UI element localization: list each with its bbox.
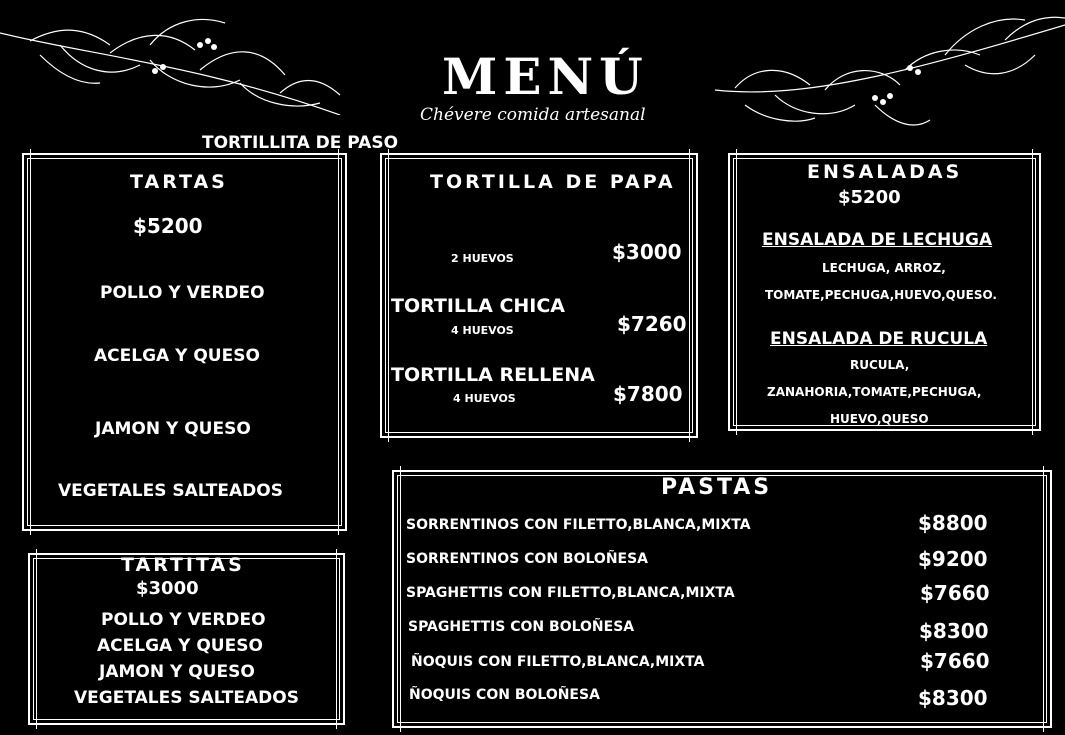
ensalada-ingredients: ZANAHORIA,TOMATE,PECHUGA, [767, 385, 982, 399]
ensalada-ingredients: HUEVO,QUESO [830, 412, 929, 426]
ensalada-ingredients: RUCULA, [850, 358, 910, 372]
tortilla-price: $7800 [613, 382, 683, 406]
tartitas-price: $3000 [136, 578, 199, 599]
tartas-item: JAMON Y QUESO [95, 419, 251, 439]
pasta-item: SPAGHETTIS CON FILETTO,BLANCA,MIXTA [406, 585, 735, 601]
tartitas-item: JAMON Y QUESO [99, 662, 255, 682]
ensalada-name: ENSALADA DE LECHUGA [762, 230, 993, 250]
ensalada-ingredients: LECHUGA, ARROZ, [822, 261, 946, 275]
ensaladas-title: ENSALADAS [807, 161, 963, 183]
menu-title: MENÚ [442, 47, 649, 106]
pastas-title: PASTAS [661, 475, 773, 500]
tortilla-note: 4 HUEVOS [453, 392, 516, 405]
tortilla-item-name: TORTILLA RELLENA [391, 364, 595, 386]
tartitas-item: VEGETALES SALTEADOS [74, 688, 299, 708]
tortilla-price: $7260 [617, 312, 687, 336]
tortillita-tag: TORTILLITA DE PASO [202, 133, 399, 153]
pasta-price: $8300 [918, 686, 988, 710]
tartas-item: ACELGA Y QUESO [94, 346, 260, 366]
pasta-item: ÑOQUIS CON BOLOÑESA [409, 687, 600, 703]
pasta-price: $8300 [919, 619, 989, 643]
menu-subtitle: Chévere comida artesanal [420, 105, 646, 125]
pasta-price: $9200 [918, 547, 988, 571]
tartas-box [22, 153, 347, 531]
pasta-item: SORRENTINOS CON FILETTO,BLANCA,MIXTA [406, 517, 751, 533]
tartas-item: VEGETALES SALTEADOS [58, 481, 283, 501]
tortilla-note: 4 HUEVOS [451, 324, 514, 337]
tartas-price: $5200 [133, 214, 203, 238]
tartitas-title: TARTITAS [121, 554, 245, 576]
pasta-price: $7660 [920, 649, 990, 673]
tartas-item: POLLO Y VERDEO [100, 283, 265, 303]
tartas-title: TARTAS [130, 171, 228, 193]
pasta-item: SORRENTINOS CON BOLOÑESA [406, 551, 649, 567]
ensaladas-price: $5200 [838, 187, 901, 208]
tortilla-title: TORTILLA DE PAPA [430, 171, 676, 193]
pasta-item: ÑOQUIS CON FILETTO,BLANCA,MIXTA [411, 654, 705, 670]
ensalada-name: ENSALADA DE RUCULA [770, 329, 988, 349]
tartitas-item: POLLO Y VERDEO [101, 610, 266, 630]
tortilla-item-name: TORTILLA CHICA [391, 295, 566, 317]
leaf-branch-icon [715, 10, 1065, 135]
tartitas-item: ACELGA Y QUESO [97, 636, 263, 656]
tortilla-note: 2 HUEVOS [451, 252, 514, 265]
pasta-price: $7660 [920, 581, 990, 605]
tortilla-price: $3000 [612, 240, 682, 264]
pasta-item: SPAGHETTIS CON BOLOÑESA [408, 619, 635, 635]
leaf-branch-icon [0, 15, 345, 115]
ensalada-ingredients: TOMATE,PECHUGA,HUEVO,QUESO. [765, 288, 997, 302]
pasta-price: $8800 [918, 511, 988, 535]
